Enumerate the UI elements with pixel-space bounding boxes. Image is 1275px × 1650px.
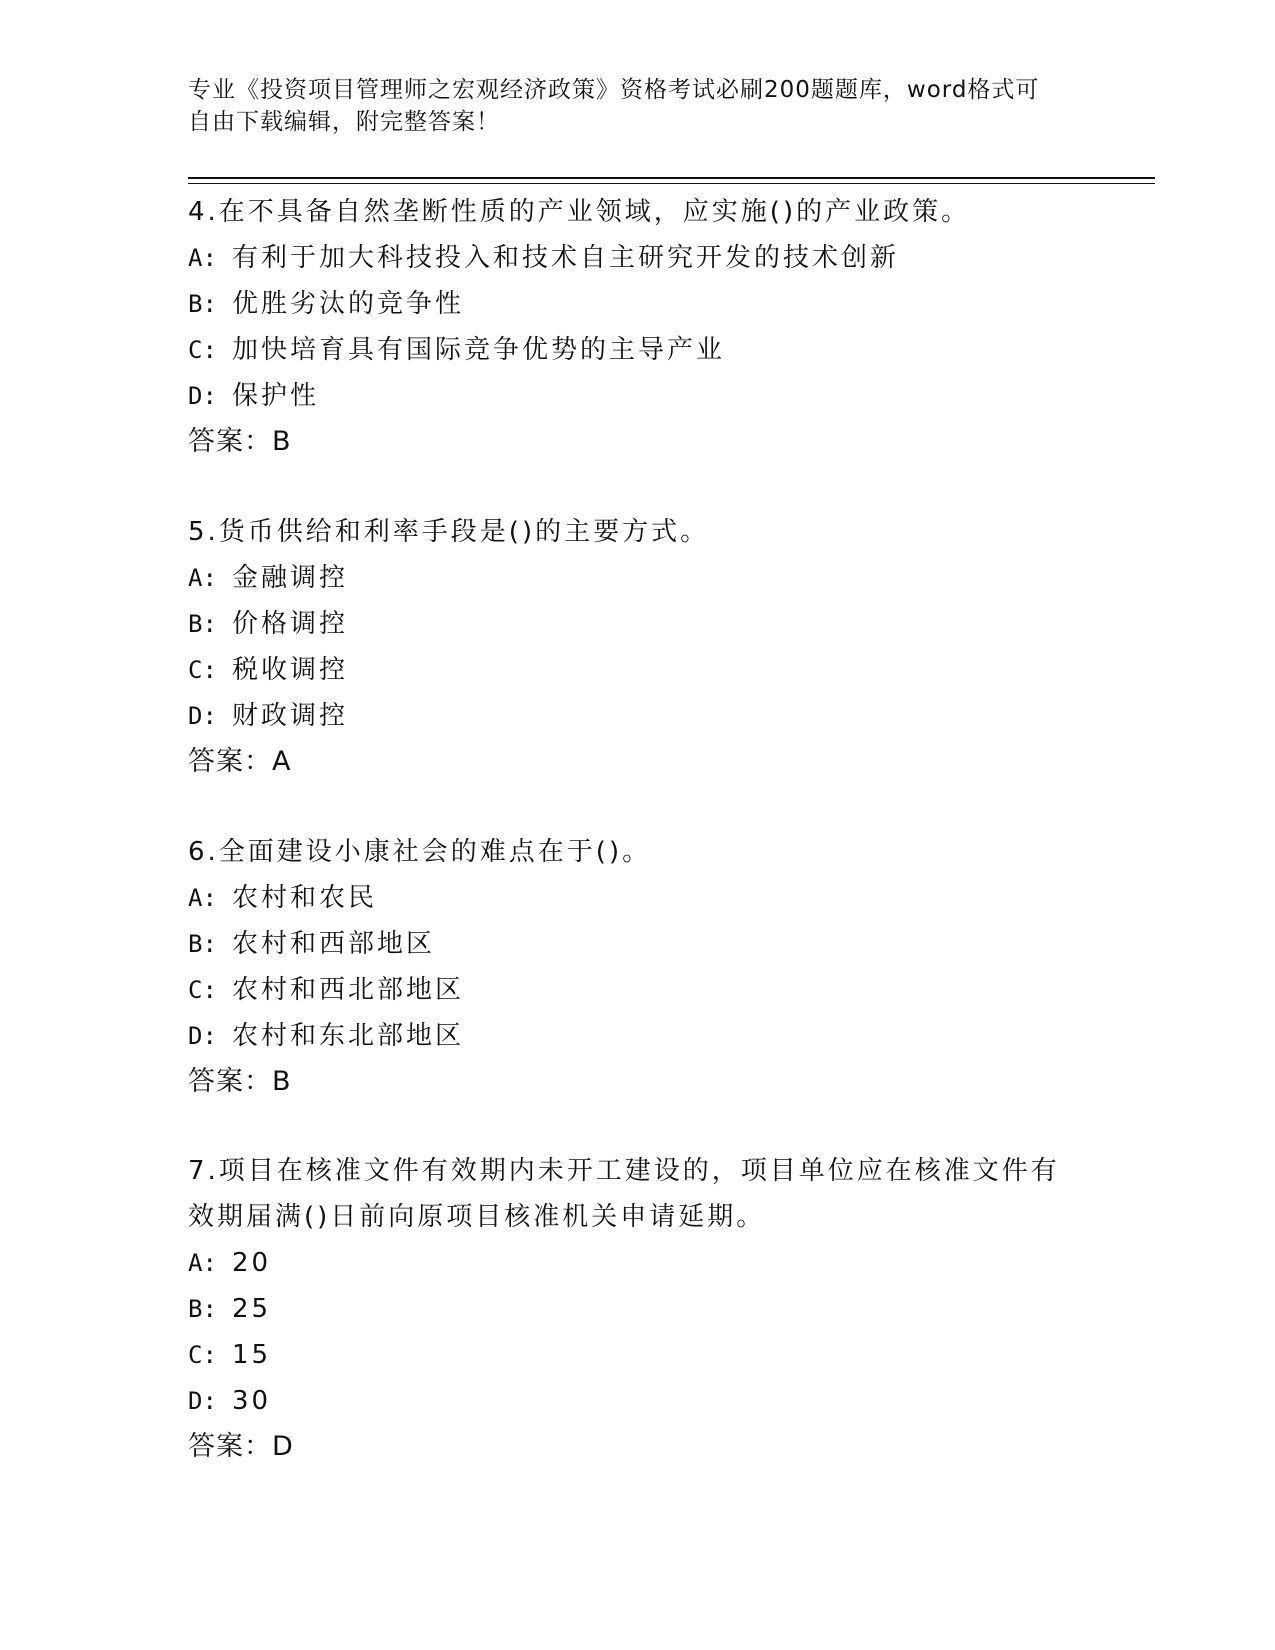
option-d (188, 1013, 1088, 1059)
option-letter: C: (188, 976, 217, 1004)
option-letter: C: (188, 336, 217, 364)
question-7 (188, 1148, 1088, 1470)
question-6 (188, 829, 1088, 1105)
option-text: 金融调控 (232, 563, 349, 593)
option-letter: B: (188, 1295, 217, 1323)
answer-line: 答案：B (188, 1066, 292, 1097)
option-a (188, 555, 1088, 601)
header-divider-thick (188, 177, 1155, 179)
question-stem: 7.项目在核准文件有效期内未开工建设的，项目单位应在核准文件有 (188, 1156, 1060, 1186)
answer-line: 答案：A (188, 746, 292, 777)
option-b (188, 921, 1088, 967)
option-text: 价格调控 (232, 609, 349, 639)
option-letter: A: (188, 1249, 217, 1277)
option-text: 25 (232, 1294, 272, 1324)
option-text: 有利于加大科技投入和技术自主研究开发的技术创新 (232, 243, 900, 273)
option-letter: B: (188, 290, 217, 318)
option-letter: C: (188, 656, 217, 684)
option-b (188, 281, 1088, 327)
header-line-1: 专业《投资项目管理师之宏观经济政策》资格考试必刷200题题库，word格式可 (188, 77, 1040, 103)
option-letter: C: (188, 1341, 217, 1369)
option-a (188, 1240, 1088, 1286)
header-divider-thin (188, 183, 1155, 184)
option-c (188, 1332, 1088, 1378)
option-letter: B: (188, 930, 217, 958)
question-stem: 5.货币供给和利率手段是()的主要方式。 (188, 517, 710, 547)
option-c (188, 967, 1088, 1013)
option-text: 农村和农民 (232, 883, 378, 913)
option-letter: B: (188, 610, 217, 638)
option-text: 优胜劣汰的竞争性 (232, 289, 465, 319)
option-text: 加快培育具有国际竞争优势的主导产业 (232, 335, 726, 365)
option-letter: D: (188, 1022, 217, 1050)
option-text: 财政调控 (232, 701, 349, 731)
option-d (188, 373, 1088, 419)
option-c (188, 647, 1088, 693)
option-c (188, 327, 1088, 373)
option-d (188, 1378, 1088, 1424)
question-5 (188, 509, 1088, 785)
option-letter: D: (188, 382, 217, 410)
option-letter: A: (188, 884, 217, 912)
option-text: 15 (232, 1340, 272, 1370)
option-b (188, 1286, 1088, 1332)
option-a (188, 235, 1088, 281)
option-letter: D: (188, 1387, 217, 1415)
option-b (188, 601, 1088, 647)
option-text: 税收调控 (232, 655, 349, 685)
question-stem-continued: 效期届满()日前向原项目核准机关申请延期。 (188, 1202, 766, 1232)
header-line-2: 自由下载编辑，附完整答案！ (188, 109, 500, 135)
option-text: 30 (232, 1386, 272, 1416)
answer-line: 答案：B (188, 426, 292, 457)
option-text: 农村和西北部地区 (232, 975, 465, 1005)
question-4 (188, 189, 1088, 465)
option-d (188, 693, 1088, 739)
document-header (188, 74, 1068, 138)
option-letter: A: (188, 244, 217, 272)
answer-line: 答案：D (188, 1431, 294, 1462)
option-text: 农村和西部地区 (232, 929, 436, 959)
question-stem: 6.全面建设小康社会的难点在于()。 (188, 837, 652, 867)
option-text: 保护性 (232, 381, 320, 411)
question-stem: 4.在不具备自然垄断性质的产业领域，应实施()的产业政策。 (188, 197, 971, 227)
option-letter: D: (188, 702, 217, 730)
option-a (188, 875, 1088, 921)
option-text: 农村和东北部地区 (232, 1021, 465, 1051)
option-letter: A: (188, 564, 217, 592)
option-text: 20 (232, 1248, 272, 1278)
